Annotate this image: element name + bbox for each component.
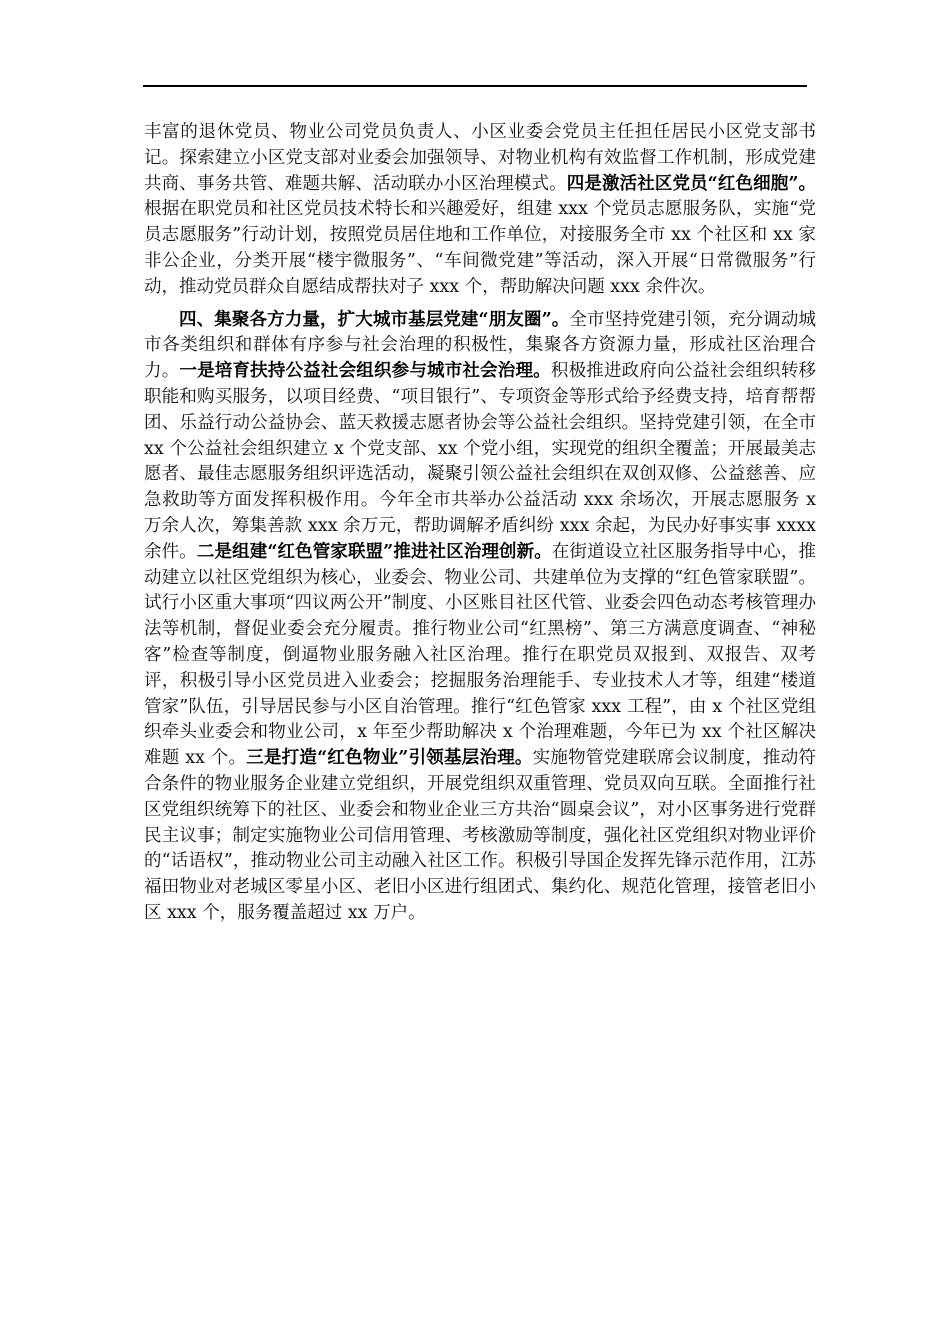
body-text: 在街道设立社区服务指导中心，推动建立以社区党组织为核心，业委会、物业公司、共建单位为支撑的“红色管家联盟”。试行小区重大事项“四议两公开”制度、小区账目社区代管、业委会四色动态考核管理办法等机制，督促业委会充分履责。推行物业公司“红黑榜”、第三方满意度调查、“神秘客”检查等制度，倒逼物业服务融入社区治理。推行在职党员双报到、双报告、双考评，积极引导小区党员进入业委会；挖掘服务治理能手、专业技术人才等，组建“楼道管家”队伍，引导居民参与小区自治管理。推行“红色管家 xxx 工程”，由 x 个社区党组织牵头业委会和物业公司，x 年至少帮助解决 x 个治理难题，今年已为 xx 个社区解决难题 xx 个。	[144, 541, 817, 769]
body-text: 积极推进政府向公益社会组织转移职能和购买服务，以项目经费、“项目银行”、专项资金等形式给予经费支持，培育帮帮团、乐益行动公益协会、蓝天救援志愿者协会等公益社会组织。坚持党建引领，在全市 xx 个公益社会组织建立 x 个党支部、xx 个党小组，实现党的组织全覆盖；开展最美志愿者、最佳志愿服务组织评选活动，凝聚引领公益社会组织在双创双修、公益慈善、应急救助等方面发挥积极作用。今年全市共举办公益活动 xxx 余场次，开展志愿服务 x 万余人次，筹集善款 xxx 余万元，帮助调解矛盾纠纷 xxx 余起，为民办好事实事 xxxx 余件。	[144, 361, 817, 562]
body-text: 丰富的退休党员、物业公司党员负责人、小区业委会党员主任担任居民小区党支部书记。探索建立小区党支部对业委会加强领导、对物业机构有效监督工作机制，形成党建共商、事务共管、难题共解、活动联办小区治理模式。	[144, 122, 816, 194]
header-rule	[143, 85, 807, 87]
paragraph-1	[144, 120, 816, 301]
body-text: 实施物管党建联席会议制度，推动符合条件的物业服务企业建立党组织，开展党组织双重管理、党员双向互联。全面推行社区党组织统筹下的社区、业委会和物业企业三方共治“圆桌会议”，对小区事务进行党群民主议事；制定实施物业公司信用管理、考核激励等制度，强化社区党组织对物业评价的“话语权”，推动物业公司主动融入社区工作。积极引导国企发挥先锋示范作用，江苏福田物业对老城区零星小区、老旧小区进行组团式、集约化、规范化管理，接管老旧小区 xxx 个，服务覆盖超过 xx 万户。	[144, 748, 817, 923]
document-body	[144, 120, 816, 927]
bold-heading: 三是打造“红色物业”引领基层治理。	[246, 748, 533, 769]
bold-heading: 二是组建“红色管家联盟”推进社区治理创新。	[196, 541, 552, 562]
body-text: 全市坚持党建引领，充分调动城市各类组织和群体有序参与社会治理的积极性，集聚各方资源力量，形成社区治理合力。	[144, 309, 816, 382]
paragraph-2	[144, 308, 816, 927]
bold-heading: 一是培育扶持公益社会组织参与城市社会治理。	[179, 361, 551, 382]
section-heading: 四、集聚各方力量，扩大城市基层党建“朋友圈”。	[179, 309, 570, 330]
bold-heading: 四是激活社区党员“红色细胞”。	[566, 173, 817, 194]
body-text: 根据在职党员和社区党员技术特长和兴趣爱好，组建 xxx 个党员志愿服务队，实施“党员志愿服务”行动计划，按照党员居住地和工作单位，对接服务全市 xx 个社区和 xx 家非公企业，分类开展“楼宇微服务”、“车间微党建”等活动，深入开展“日常微服务”行动，推动党员群众自愿结成帮扶对子 xxx 个，帮助解决问题 xxx 余件次。	[144, 199, 816, 297]
